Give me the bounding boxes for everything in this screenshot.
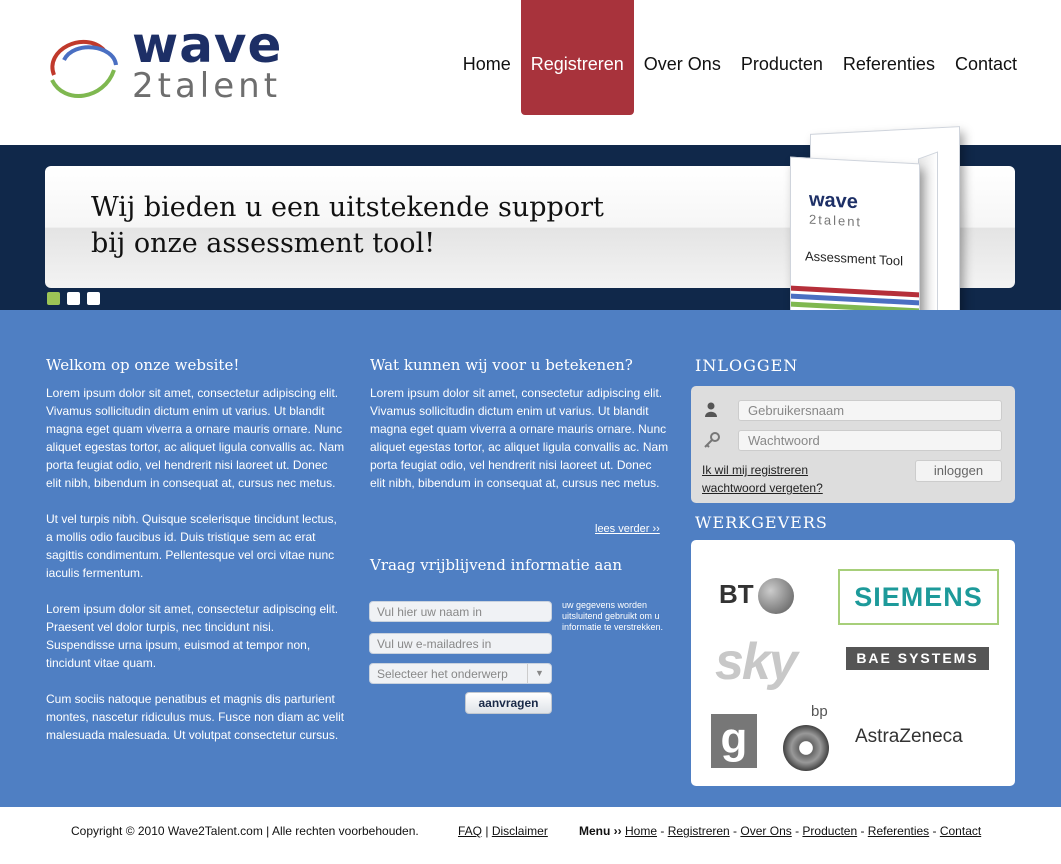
logo-word-2talent: 2talent: [132, 66, 282, 106]
password-input[interactable]: Wachtwoord: [738, 430, 1002, 451]
footer-menu-label: Menu ››: [579, 824, 622, 838]
services-column: [370, 356, 670, 510]
footer-over-ons-link[interactable]: Over Ons: [740, 824, 792, 838]
footer-home-link[interactable]: Home: [625, 824, 658, 838]
username-input[interactable]: Gebruikersnaam: [738, 400, 1002, 421]
hero-headline: [91, 190, 651, 262]
subject-select[interactable]: [369, 663, 552, 684]
nav-home[interactable]: Home: [462, 54, 511, 74]
welcome-paragraph-4: Cum sociis natoque penatibus et magnis dis parturient montes, nascetur ridiculus mus. Fusce non diam ac velit malesuada malesuada. Ut volutpat consectetur cursus.: [46, 692, 345, 742]
employers-logos: [691, 540, 1015, 786]
login-title: INLOGGEN: [695, 356, 799, 375]
footer: [0, 807, 1061, 864]
bt-logo: [719, 578, 794, 614]
read-more-link[interactable]: lees verder ››: [595, 523, 660, 535]
name-input[interactable]: Vul hier uw naam in: [369, 601, 552, 622]
nav-over-ons[interactable]: Over Ons: [643, 54, 721, 74]
faq-link[interactable]: FAQ: [458, 824, 483, 838]
services-paragraph: Lorem ipsum dolor sit amet, consectetur adipiscing elit. Vivamus sollicitudin dictum enim ut varius. Ut blandit magna eget quam viverra a ornare mauris ornare. Nunc aliquet egestas tortor, ac aliquet ligula convallis ac. Nam porta feugiat odio, vel hendrerit nisi laoreet ut. Donec elit nibh, bibendum in consequat at, cursus nec metus.: [370, 386, 669, 490]
bp-logo: [779, 703, 839, 773]
welcome-column: [46, 356, 346, 762]
g-logo: g: [711, 714, 757, 768]
chevron-down-icon: ▼: [527, 664, 551, 683]
bt-globe-icon: [758, 578, 794, 614]
nav-registreren[interactable]: Registreren: [521, 0, 634, 115]
footer-legal-links: [458, 824, 548, 838]
request-button[interactable]: aanvragen: [465, 692, 552, 714]
services-title: Wat kunnen wij voor u betekenen?: [370, 356, 633, 374]
footer-separator: |: [485, 824, 492, 838]
key-icon: [703, 432, 719, 448]
sky-logo: sky: [715, 633, 796, 691]
footer-referenties-link[interactable]: Referenties: [867, 824, 930, 838]
user-icon: [703, 401, 719, 417]
slider-dot-2[interactable]: [67, 292, 80, 305]
nav-referenties[interactable]: Referenties: [842, 54, 935, 74]
bae-systems-logo: BAE SYSTEMS: [846, 647, 989, 670]
forgot-password-link[interactable]: wachtwoord vergeten?: [702, 481, 823, 495]
welcome-paragraph-2: Ut vel turpis nibh. Quisque scelerisque tincidunt lectus, a mollis odio faucibus id. Duis tristique sem ac erat sagittis condimentum. Pellentesque vel orci vitae nunc iaculis fermentum.: [46, 512, 337, 580]
employers-title: WERKGEVERS: [695, 513, 828, 532]
email-input[interactable]: Vul uw e-mailadres in: [369, 633, 552, 654]
footer-contact-link[interactable]: Contact: [939, 824, 982, 838]
hero-line-2: bij onze assessment tool!: [91, 228, 436, 259]
nav-contact[interactable]: Contact: [954, 54, 1017, 74]
footer-producten-link[interactable]: Producten: [802, 824, 858, 838]
welcome-title: Welkom op onze website!: [46, 356, 240, 374]
box-logo-line-2: 2talent: [809, 211, 863, 230]
slider-dot-3[interactable]: [87, 292, 100, 305]
main-content: [0, 310, 1061, 807]
info-form-title: Vraag vrijblijvend informatie aan: [370, 556, 622, 574]
logo-word-wave: wave: [132, 16, 283, 74]
box-logo-line-1: wave: [809, 188, 858, 214]
welcome-paragraph-1: Lorem ipsum dolor sit amet, consectetur adipiscing elit. Vivamus sollicitudin dictum enim ut varius. Ut blandit magna eget quam viverra a ornare mauris ornare. Nunc aliquet egestas tortor, ac aliquet ligula convallis ac. Nam porta feugiat odio, vel hendrerit nisi laoreet ut. Donec elit nibh, bibendum in consequat at, cursus nec metus.: [46, 386, 345, 490]
box-logo: [809, 189, 862, 230]
bp-logo-text: bp: [811, 703, 828, 720]
swoosh-logo-icon: [44, 30, 124, 100]
main-nav: [453, 0, 1027, 115]
login-button[interactable]: inloggen: [915, 460, 1002, 482]
slider-dot-1[interactable]: [47, 292, 60, 305]
copyright: Copyright © 2010 Wave2Talent.com | Alle rechten voorbehouden.: [71, 824, 419, 838]
wave2talent-logo[interactable]: [44, 16, 304, 106]
hero-line-1: Wij bieden u een uitstekende support: [91, 192, 604, 223]
bt-logo-text: BT: [719, 578, 754, 609]
astrazeneca-logo: AstraZeneca: [855, 726, 963, 747]
register-link[interactable]: Ik wil mij registreren: [702, 463, 809, 477]
welcome-paragraph-3: Lorem ipsum dolor sit amet, consectetur adipiscing elit. Praesent vel dolor turpis, nec tincidunt nisi. Suspendisse urna ipsum, euismod at tempor non, tincidunt vitae quam.: [46, 602, 339, 670]
header: [0, 0, 1061, 145]
slider-dots: [47, 292, 100, 305]
subject-select-value: Selecteer het onderwerp: [377, 667, 508, 681]
privacy-note: uw gegevens worden uitsluitend gebruikt om u informatie te verstrekken.: [562, 600, 664, 632]
footer-menu: Menu ›› Home - Registreren - Over Ons - Producten - Referenties - Contact: [579, 824, 982, 838]
siemens-logo: SIEMENS: [838, 569, 999, 625]
bp-helios-icon: [783, 725, 829, 771]
login-box: [691, 386, 1015, 503]
disclaimer-link[interactable]: Disclaimer: [491, 824, 548, 838]
nav-producten[interactable]: Producten: [740, 54, 823, 74]
box-title: Assessment Tool: [805, 248, 904, 269]
footer-registreren-link[interactable]: Registreren: [667, 824, 730, 838]
